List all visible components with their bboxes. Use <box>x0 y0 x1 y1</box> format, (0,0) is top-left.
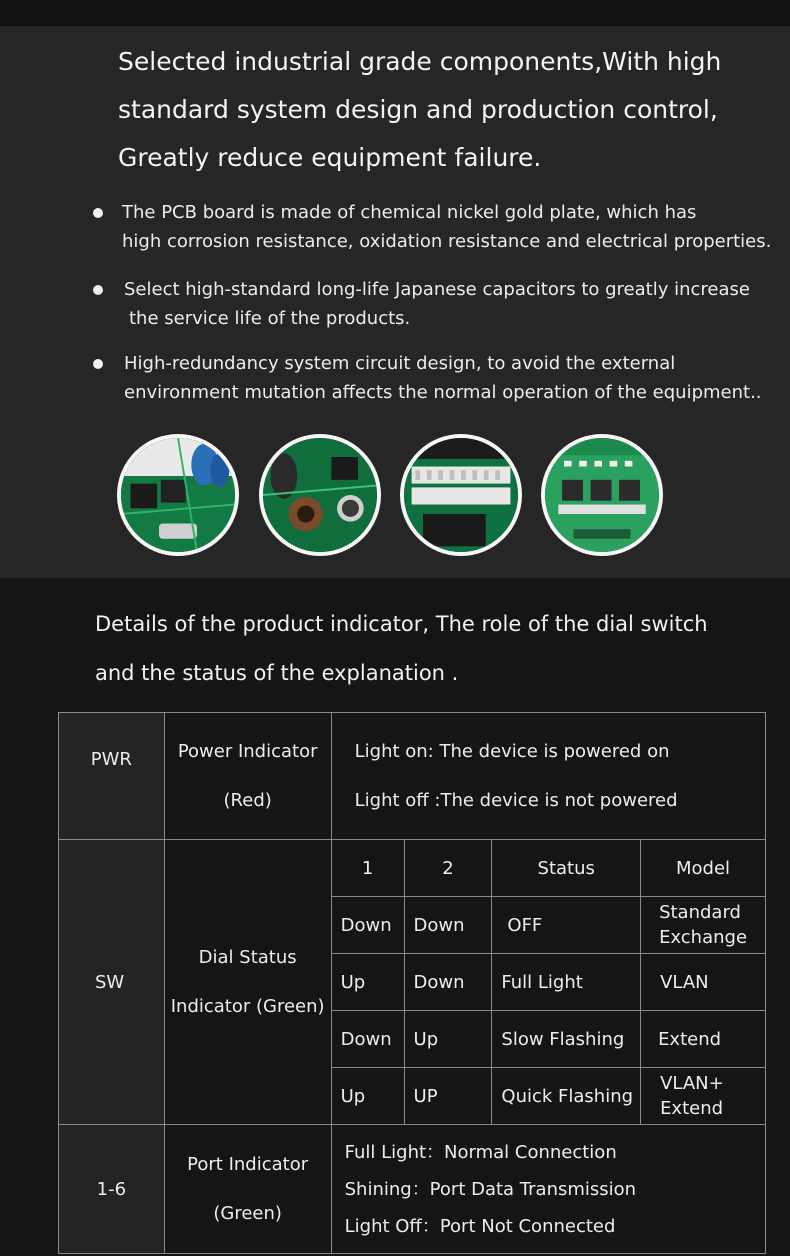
feature-line: environment mutation affects the normal operation of the equipment.. <box>124 382 762 403</box>
switch-1-value: Up <box>331 954 404 1011</box>
indicator-section-title <box>95 600 708 698</box>
features-headline <box>118 38 778 182</box>
port-desc-cell <box>331 1125 765 1254</box>
port-code-cell <box>59 1125 165 1254</box>
port-desc-line: Full Light：Normal Connection <box>344 1141 617 1163</box>
pwr-name-line: (Red) <box>223 790 272 811</box>
port-code: 1-6 <box>96 1178 127 1200</box>
table-row-pwr <box>59 713 766 840</box>
switch-2-value: Up <box>404 1011 492 1068</box>
port-desc-line: Shining：Port Data Transmission <box>344 1178 637 1200</box>
bullet-dot <box>93 208 103 218</box>
headline-line: Greatly reduce equipment failure. <box>118 143 542 172</box>
switch-1-value: Up <box>331 1068 404 1125</box>
model-value: VLAN <box>641 954 766 1011</box>
feature-line: High-redundancy system circuit design, to avoid the external <box>124 353 676 374</box>
status-value: Slow Flashing <box>492 1011 641 1068</box>
pcb-photo-capacitors <box>117 434 239 556</box>
status-value: Full Light <box>492 954 641 1011</box>
sw-header-status: Status <box>492 840 641 897</box>
table-row-sw-header <box>59 840 766 897</box>
sw-header-model: Model <box>641 840 766 897</box>
sw-header-1: 1 <box>331 840 404 897</box>
status-value: OFF <box>492 897 641 954</box>
port-name-line: Port Indicator <box>187 1154 309 1175</box>
sw-name-cell <box>164 840 331 1125</box>
pwr-code-cell <box>59 713 165 840</box>
pcb-photo-chips <box>400 434 522 556</box>
pcb-photo-transistors <box>541 434 663 556</box>
pwr-desc-line: Light on: The device is powered on <box>354 741 670 762</box>
pwr-desc-cell <box>331 713 765 840</box>
feature-line: Select high-standard long-life Japanese capacitors to greatly increase <box>124 279 750 300</box>
sw-code-cell <box>59 840 165 1125</box>
port-name-line: (Green) <box>213 1203 282 1224</box>
headline-line: Selected industrial grade components,With high <box>118 47 722 76</box>
section-title-line: and the status of the explanation . <box>95 661 459 685</box>
switch-1-value: Down <box>331 1011 404 1068</box>
feature-line: the service life of the products. <box>129 308 411 329</box>
switch-2-value: Down <box>404 954 492 1011</box>
feature-line: high corrosion resistance, oxidation resistance and electrical properties. <box>122 231 772 252</box>
table-row-port <box>59 1125 766 1254</box>
bullet-dot <box>93 285 103 295</box>
section-title-line: Details of the product indicator, The role of the dial switch <box>95 612 708 636</box>
headline-line: standard system design and production control, <box>118 95 718 124</box>
pcb-photo-inductor <box>259 434 381 556</box>
feature-item <box>124 349 762 407</box>
switch-1-value: Down <box>331 897 404 954</box>
feature-item <box>122 198 771 256</box>
indicator-table <box>58 712 766 1254</box>
sw-name-line: Indicator (Green) <box>170 996 325 1017</box>
model-value: VLAN+ Extend <box>641 1068 766 1125</box>
sw-header-2: 2 <box>404 840 492 897</box>
switch-2-value: Down <box>404 897 492 954</box>
model-value: Extend <box>641 1011 766 1068</box>
feature-item <box>124 275 750 333</box>
pwr-name-cell <box>164 713 331 840</box>
switch-2-value: UP <box>404 1068 492 1125</box>
status-value: Quick Flashing <box>492 1068 641 1125</box>
pwr-desc-line: Light off :The device is not powered <box>354 790 678 811</box>
feature-line: The PCB board is made of chemical nickel gold plate, which has <box>122 202 697 223</box>
bullet-dot <box>93 359 103 369</box>
pwr-name-line: Power Indicator <box>177 741 318 762</box>
sw-code: SW <box>95 971 125 993</box>
port-name-cell <box>164 1125 331 1254</box>
pwr-code: PWR <box>90 749 132 770</box>
port-desc-line: Light Off：Port Not Connected <box>344 1215 616 1237</box>
model-value: Standard Exchange <box>641 897 766 954</box>
sw-name-line: Dial Status <box>198 947 297 968</box>
